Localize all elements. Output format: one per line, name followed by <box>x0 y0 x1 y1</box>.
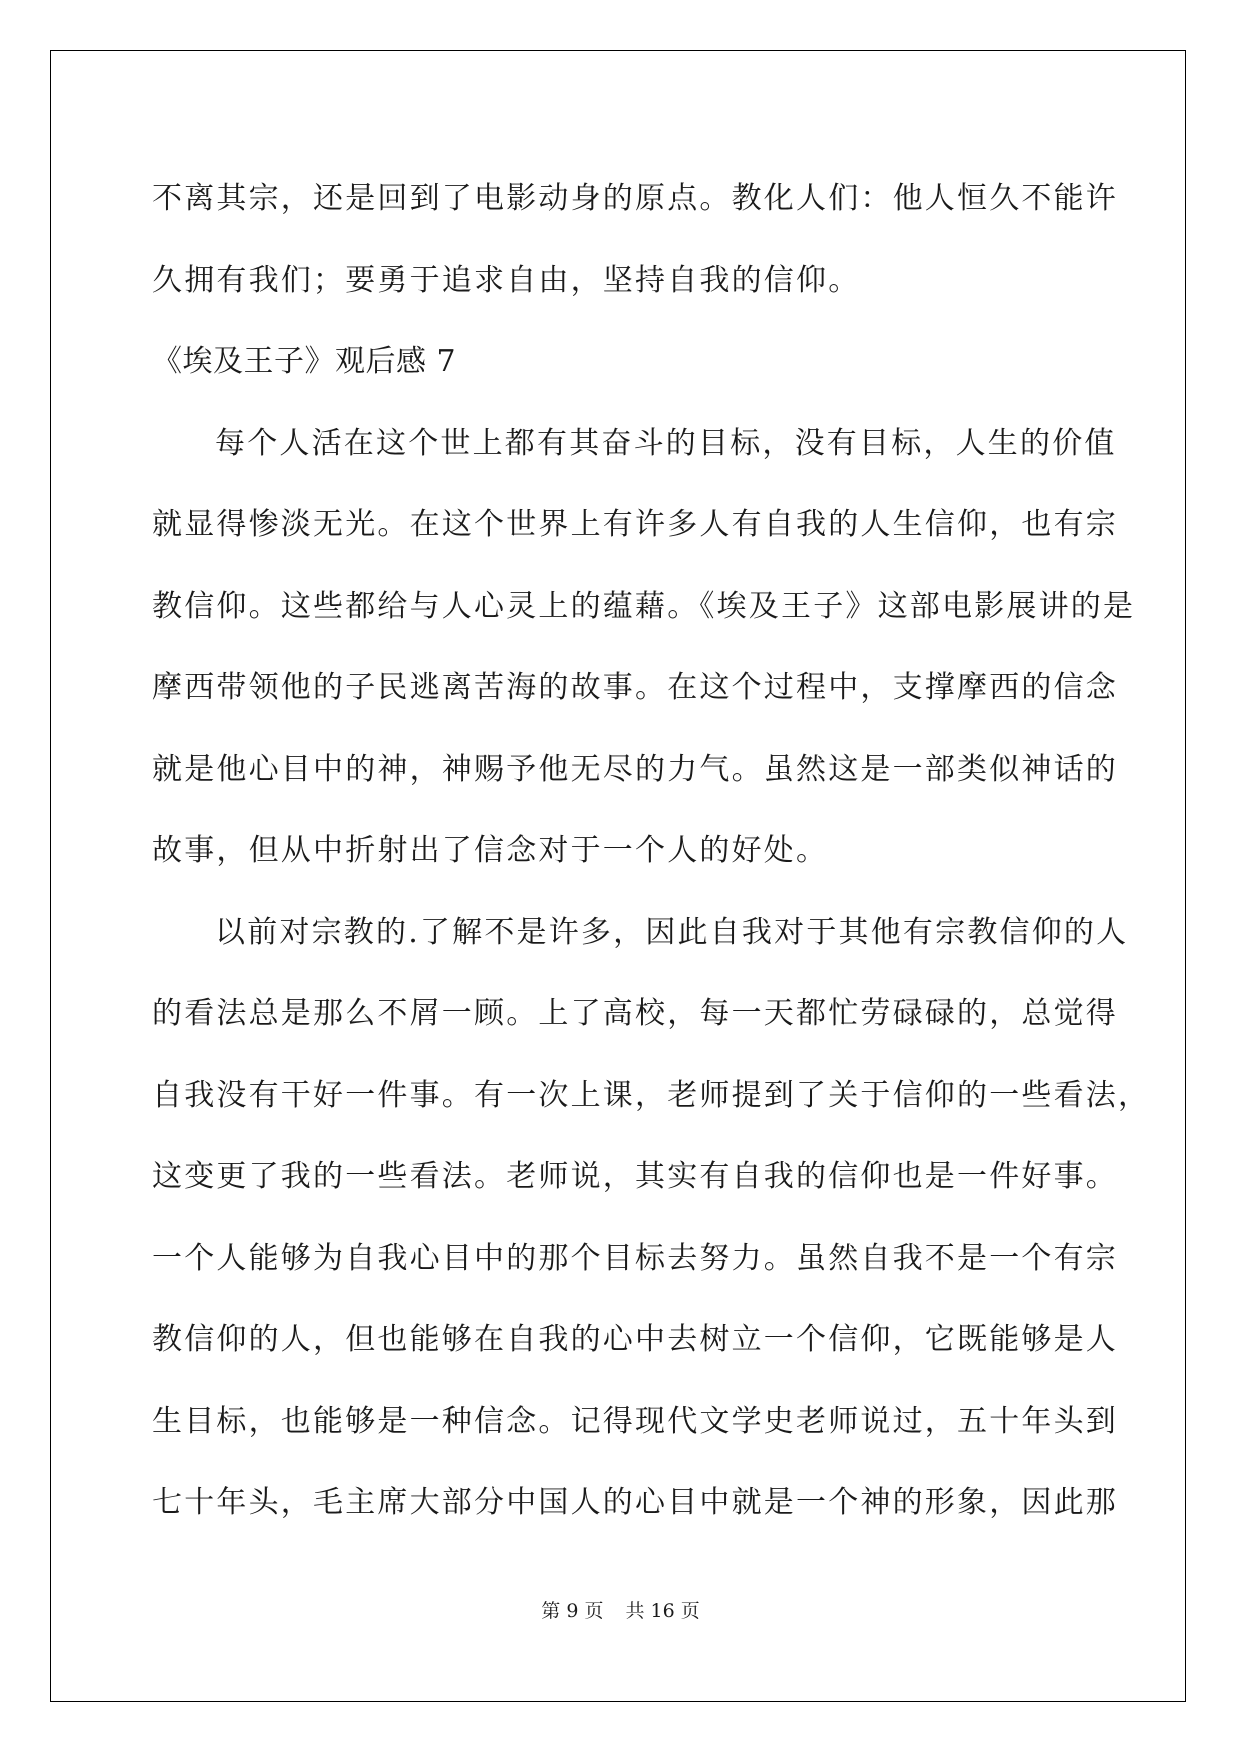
paragraph-2-line-7: 生目标，也能够是一种信念。记得现代文学史老师说过，五十年头到 <box>152 1403 1118 1439</box>
paragraph-1-line-1: 每个人活在这个世上都有其奋斗的目标，没有目标，人生的价值 <box>215 425 1117 461</box>
paragraph-1-line-4: 摩西带领他的子民逃离苦海的故事。在这个过程中，支撑摩西的信念 <box>152 670 1118 705</box>
paragraph-1-line-6: 故事，但从中折射出了信念对于一个人的好处。 <box>152 833 829 868</box>
total-page-count: 共 16 页 <box>625 1600 700 1622</box>
current-page-number: 第 9 页 <box>541 1600 604 1622</box>
text-line-2: 久拥有我们；要勇于追求自由，坚持自我的信仰。 <box>152 262 861 298</box>
paragraph-2-line-2: 的看法总是那么不屑一顾。上了高校，每一天都忙劳碌碌的，总觉得 <box>152 996 1118 1031</box>
page-footer <box>0 1599 1241 1623</box>
section-heading: 《埃及王子》观后感 7 <box>152 344 457 379</box>
paragraph-2-line-6: 教信仰的人，但也能够在自我的心中去树立一个信仰，它既能够是人 <box>152 1322 1118 1357</box>
paragraph-1-line-2: 就显得惨淡无光。在这个世界上有许多人有自我的人生信仰，也有宗 <box>152 507 1118 542</box>
paragraph-2-line-8: 七十年头，毛主席大部分中国人的心目中就是一个神的形象，因此那 <box>152 1485 1118 1520</box>
paragraph-1-line-5: 就是他心目中的神，神赐予他无尽的力气。虽然这是一部类似神话的 <box>152 751 1118 787</box>
text-line-1: 不离其宗，还是回到了电影动身的原点。教化人们：他人恒久不能许 <box>152 181 1118 216</box>
paragraph-2-line-3: 自我没有干好一件事。有一次上课，老师提到了关于信仰的一些看法， <box>152 1077 1151 1113</box>
document-body <box>152 158 1151 1544</box>
paragraph-2-line-4: 这变更了我的一些看法。老师说，其实有自我的信仰也是一件好事。 <box>152 1159 1118 1194</box>
paragraph-2-line-1: 以前对宗教的.了解不是许多，因此自我对于其他有宗教信仰的人 <box>215 914 1129 950</box>
paragraph-1-line-3: 教信仰。这些都给与人心灵上的蕴藉。《埃及王子》这部电影展讲的是 <box>152 588 1136 624</box>
paragraph-2-line-5: 一个人能够为自我心目中的那个目标去努力。虽然自我不是一个有宗 <box>152 1240 1118 1276</box>
